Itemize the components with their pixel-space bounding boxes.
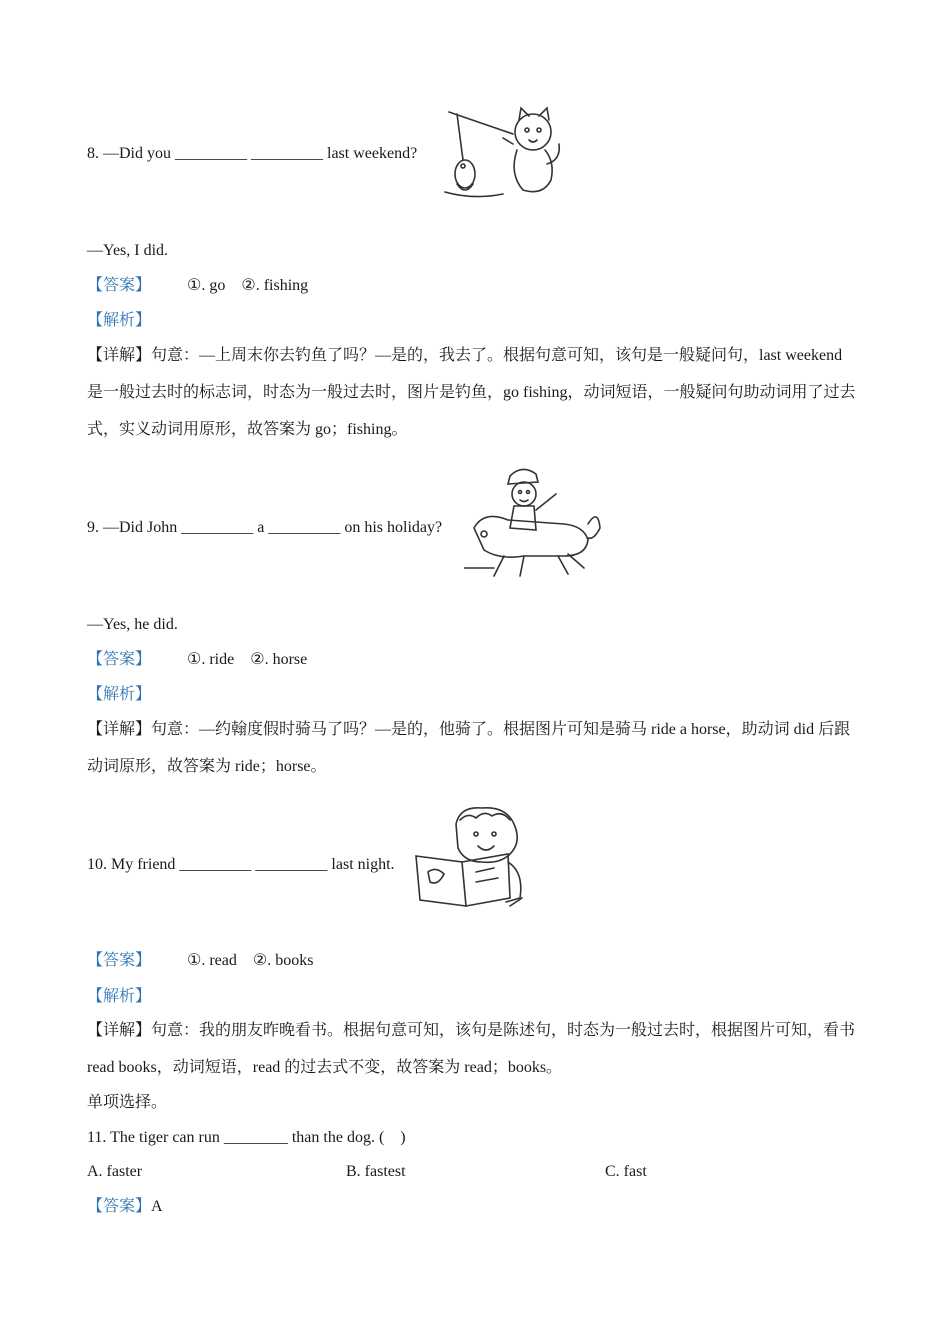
q10-answer-tag: 【答案】 [87, 952, 152, 969]
q11-question: 11. The tiger can run ________ than the dog. ( ) [87, 1129, 406, 1146]
q9-detail: 【详解】句意：—约翰度假时骑马了吗？—是的，他骑了。根据图片可知是骑马 ride a horse，助动词 did 后跟动词原形，故答案为 ride；horse。 [87, 721, 851, 775]
q9-analysis-tag: 【解析】 [87, 686, 152, 703]
q10-detail: 【详解】句意：我的朋友昨晚看书。根据句意可知，该句是陈述句，时态为一般过去时，根据图片可知，看书 read books，动词短语，read 的过去式不变，故答案为 read；books。 [87, 1022, 856, 1076]
q9-answer-tag: 【答案】 [87, 651, 152, 668]
q10-analysis-tag: 【解析】 [87, 988, 152, 1005]
q10-question: 10. My friend _________ _________ last night. [87, 856, 395, 873]
q9-answer-value: ①. ride ②. horse [187, 651, 308, 668]
q9-reply: —Yes, he did. [87, 616, 178, 633]
q10-answer-row [87, 951, 151, 971]
q8-answer-tag: 【答案】 [87, 277, 152, 294]
q11-answer-row [87, 1197, 163, 1217]
q11-answer-tag: 【答案】 [87, 1198, 152, 1215]
q11-option-b: B. fastest [346, 1163, 406, 1180]
q11-option-c: C. fast [605, 1163, 647, 1180]
q8-answer-row [87, 276, 151, 296]
q8-answer-value: ①. go ②. fishing [187, 277, 309, 294]
q8-analysis-tag: 【解析】 [87, 312, 152, 329]
boy-reading-book-icon [410, 802, 530, 912]
q8-reply: —Yes, I did. [87, 242, 169, 259]
q9-question: 9. —Did John _________ a _________ on his holiday? [87, 519, 443, 536]
boy-riding-horse-icon [464, 464, 604, 584]
section-title: 单项选择。 [87, 1094, 168, 1111]
q8-question: 8. —Did you _________ _________ last weekend? [87, 145, 418, 162]
cat-fishing-icon [443, 104, 563, 200]
q9-answer-row [87, 650, 151, 670]
q8-detail: 【详解】句意：—上周末你去钓鱼了吗？—是的，我去了。根据句意可知，该句是一般疑问句，last weekend 是一般过去时的标志词，时态为一般过去时，图片是钓鱼，go fishing，动词短语，一般疑问句助动词用了过去式，实义动词用原形，故答案为 go；fishing。 [87, 347, 856, 438]
q11-answer-value: A [151, 1198, 163, 1215]
q10-answer-value: ①. read ②. books [187, 952, 314, 969]
q11-option-a: A. faster [87, 1163, 143, 1180]
